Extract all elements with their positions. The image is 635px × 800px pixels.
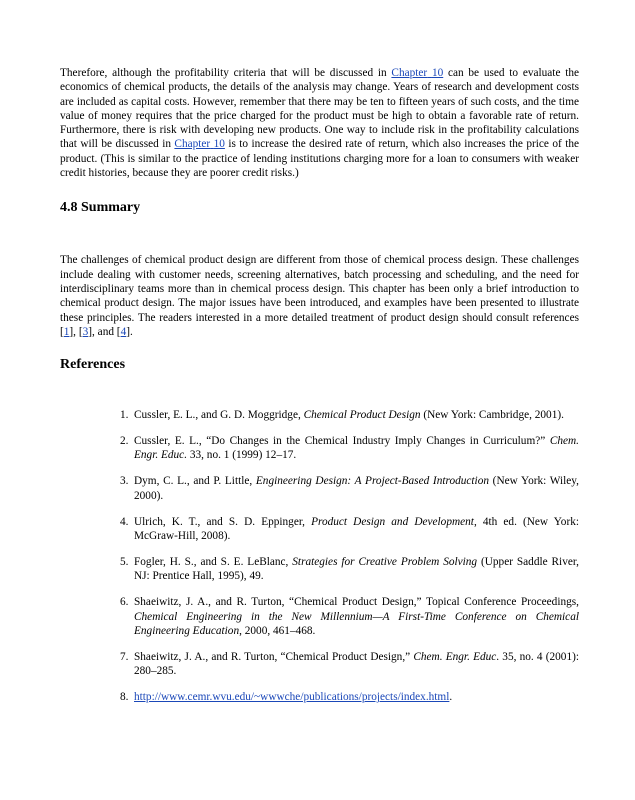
reference-item: 5. Fogler, H. S., and S. E. LeBlanc, Strategies for Creative Problem Solving (Upper Saddle River, NJ: Prentice Hall, 1995), 49. <box>120 556 579 583</box>
summary-paragraph: The challenges of chemical product design are different from those of chemical process design. These challenges include dealing with customer needs, screening alternatives, batch processing and scheduling, and the need for interdisciplinary teams more than in chemical process design. This chapter has been only a brief introduction to chemical product design. The major issues have been introduced, and examples have been presented to illustrate these principles. The readers interested in a more detailed treatment of product design should consult references [1], [3], and [4]. <box>60 254 579 338</box>
reference-link-3[interactable]: 3 <box>82 325 89 338</box>
reference-item: 8. http://www.cemr.wvu.edu/~wwwche/publications/projects/index.html. <box>120 691 453 704</box>
section-heading-references: References <box>60 357 126 373</box>
reference-item: 3. Dym, C. L., and P. Little, Engineering Design: A Project-Based Introduction (New York: Wiley, 2000). <box>120 475 579 502</box>
reference-link-4[interactable]: 4 <box>120 325 127 338</box>
reference-list <box>120 408 579 705</box>
chapter-10-link[interactable]: Chapter 10 <box>391 67 444 79</box>
reference-item: 1. Cussler, E. L., and G. D. Moggridge, Chemical Product Design (New York: Cambridge, 2001). <box>120 409 564 422</box>
section-heading-summary: 4.8 Summary <box>60 200 141 216</box>
intro-paragraph: Therefore, although the profitability criteria that will be discussed in Chapter 10 can be used to evaluate the economics of chemical products, the details of the analysis may change. Years of research and development costs are included as capital costs. However, remember that there may be ten to fifteen years of such costs, and the time value of money requires that the price charged for the product must be high to obtain a favorable rate of return. Furthermore, there is risk with developing new products. One way to include risk in the profitability calculations that will be discussed in Chapter 10 is to increase the desired rate of return, which also increases the price of the product. (This is similar to the practice of lending institutions charging more for a loan to consumers with weaker credit histories, because they are poorer credit risks.) <box>60 67 580 180</box>
project-page-url-link[interactable]: http://www.cemr.wvu.edu/~wwwche/publications/projects/index.html <box>134 691 450 704</box>
chapter-10-link[interactable]: Chapter 10 <box>174 138 225 151</box>
reference-link-1[interactable]: 1 <box>63 325 70 338</box>
reference-item: 2. Cussler, E. L., “Do Changes in the Chemical Industry Imply Changes in Curriculum?” Chem. Engr. Educ. 33, no. 1 (1999) 12–17. <box>120 435 579 462</box>
reference-item: 6. Shaeiwitz, J. A., and R. Turton, “Chemical Product Design,” Topical Conference Proceedings, Chemical Engineering in the New Millennium—A First-Time Conference on Chemical Engineering Education, 2000, 461–468. <box>120 596 579 638</box>
reference-item: 4. Ulrich, K. T., and S. D. Eppinger, Product Design and Development, 4th ed. (New York: McGraw-Hill, 2008). <box>120 515 579 543</box>
reference-item: 7. Shaeiwitz, J. A., and R. Turton, “Chemical Product Design,” Chem. Engr. Educ. 35, no. 4 (2001): 280–285. <box>120 651 579 678</box>
document-page <box>60 66 579 716</box>
